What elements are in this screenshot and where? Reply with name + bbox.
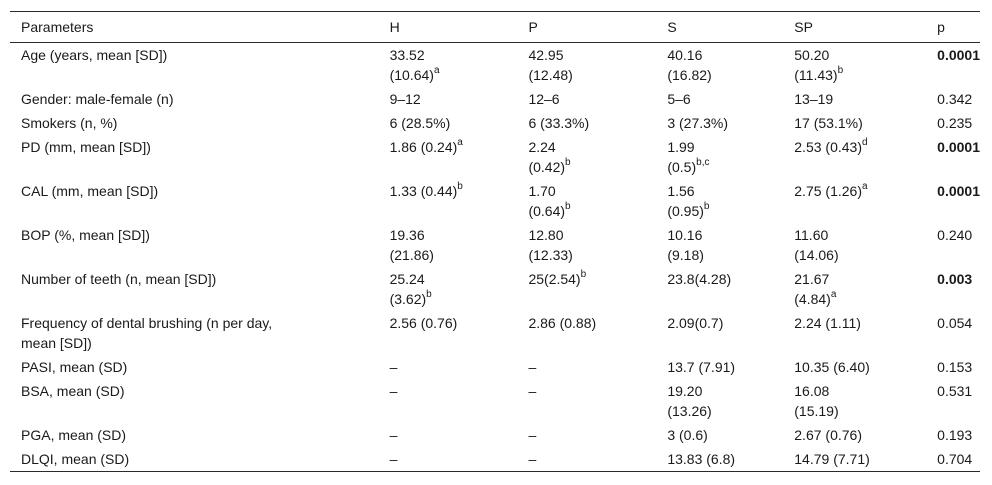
- value-cell: [656, 223, 783, 267]
- value-cell: [656, 447, 783, 472]
- value-cell: [379, 87, 518, 111]
- value-line-1: [528, 137, 656, 157]
- row-label-line: BSA, mean (SD): [21, 383, 125, 399]
- value-cell: [379, 379, 518, 423]
- value-cell: [783, 179, 926, 223]
- value-line-1: [794, 381, 926, 401]
- value-text: 12–6: [528, 91, 560, 107]
- value-text: 2.24: [528, 139, 556, 155]
- row-label-line: PASI, mean (SD): [21, 359, 128, 375]
- value-text: 9–12: [389, 91, 421, 107]
- value-text: (13.26): [667, 403, 712, 419]
- value-text: 50.20: [794, 47, 830, 63]
- value-cell: [656, 111, 783, 135]
- value-cell: [656, 135, 783, 179]
- value-line-1: [794, 225, 926, 245]
- value-text: 2.75 (1.26): [794, 183, 862, 199]
- value-cell: [379, 447, 518, 472]
- value-cell: [656, 43, 783, 88]
- value-line-1: [528, 269, 656, 289]
- value-cell: [379, 135, 518, 179]
- row-label: [10, 223, 379, 267]
- row-label: [10, 355, 379, 379]
- value-text: –: [389, 383, 398, 399]
- value-cell: [783, 43, 926, 88]
- significance-superscript: b: [426, 289, 432, 301]
- value-line-1: [667, 45, 783, 65]
- value-cell: [379, 311, 518, 355]
- value-cell: [517, 447, 656, 472]
- table-header-row: [10, 12, 980, 43]
- p-value-cell: 0.342: [937, 91, 973, 107]
- significance-superscript: b: [457, 181, 463, 193]
- value-text: (0.95): [667, 203, 704, 219]
- value-cell: [783, 355, 926, 379]
- value-line-1: [528, 45, 656, 65]
- row-label: [10, 447, 379, 472]
- value-text: 25.24: [389, 271, 425, 287]
- value-text: 3 (27.3%): [667, 115, 729, 131]
- table-row: [10, 87, 980, 111]
- value-text: 1.70: [528, 183, 556, 199]
- value-line-1: [528, 89, 656, 109]
- value-line-2: [794, 65, 926, 85]
- row-label: [10, 135, 379, 179]
- value-line-2: [794, 289, 926, 309]
- value-text: (0.64): [528, 203, 566, 219]
- significance-superscript: a: [457, 137, 463, 149]
- value-text: (14.06): [794, 247, 839, 263]
- value-text: 33.52: [389, 47, 425, 63]
- header-p-group: P: [528, 19, 538, 35]
- value-text: 2.86 (0.88): [528, 315, 597, 331]
- value-cell: [517, 423, 656, 447]
- value-text: (21.86): [389, 247, 434, 263]
- value-text: 25(2.54): [528, 271, 581, 287]
- value-text: (12.33): [528, 247, 573, 263]
- value-line-1: [390, 381, 518, 401]
- value-cell: [517, 267, 656, 311]
- value-line-1: [390, 89, 518, 109]
- row-label-line: BOP (%, mean [SD]): [21, 227, 150, 243]
- p-value-cell: 0.054: [937, 315, 973, 331]
- p-value-cell: 0.704: [937, 451, 973, 467]
- value-line-1: [667, 137, 783, 157]
- value-text: 19.20: [667, 383, 703, 399]
- row-label: [10, 423, 379, 447]
- value-text: –: [389, 451, 398, 467]
- value-line-1: [667, 225, 783, 245]
- value-text: (15.19): [794, 403, 839, 419]
- value-cell: [517, 43, 656, 88]
- header-s: S: [667, 19, 677, 35]
- p-value-cell: 0.0001: [937, 47, 980, 63]
- row-label-line: PD (mm, mean [SD]): [21, 139, 151, 155]
- value-text: (12.48): [528, 67, 573, 83]
- p-value-cell: 0.0001: [937, 183, 980, 199]
- value-text: –: [528, 451, 537, 467]
- value-line-1: [390, 113, 518, 133]
- value-text: 10.35 (6.40): [794, 359, 870, 375]
- value-line-1: [794, 313, 926, 333]
- value-cell: [783, 311, 926, 355]
- value-cell: [517, 179, 656, 223]
- p-value-cell: 0.0001: [937, 139, 980, 155]
- p-value-cell: 0.003: [937, 271, 973, 287]
- value-line-2: [667, 65, 783, 85]
- value-line-2: [390, 289, 518, 309]
- value-line-1: [528, 449, 656, 469]
- value-cell: [783, 223, 926, 267]
- value-line-1: [667, 357, 783, 377]
- value-text: 16.08: [794, 383, 830, 399]
- value-line-2: [794, 401, 926, 421]
- value-cell: [656, 311, 783, 355]
- table-row: [10, 135, 980, 179]
- value-line-1: [667, 269, 783, 289]
- significance-superscript: b: [565, 157, 571, 169]
- value-cell: [379, 423, 518, 447]
- value-line-1: [528, 181, 656, 201]
- value-text: 12.80: [528, 227, 564, 243]
- value-text: (4.84): [794, 291, 831, 307]
- value-line-1: [528, 425, 656, 445]
- value-text: 2.24 (1.11): [794, 315, 861, 331]
- value-cell: [656, 379, 783, 423]
- value-cell: [656, 179, 783, 223]
- value-text: 1.86 (0.24): [389, 139, 458, 155]
- value-text: (16.82): [667, 67, 712, 83]
- value-line-1: [667, 113, 783, 133]
- row-label-line: Smokers (n, %): [21, 115, 118, 131]
- significance-superscript: a: [861, 181, 868, 193]
- value-text: 6 (28.5%): [389, 115, 451, 131]
- row-label: [10, 379, 379, 423]
- value-text: (9.18): [667, 247, 704, 263]
- value-line-2: [667, 157, 783, 177]
- value-line-2: [390, 245, 518, 265]
- value-line-2: [390, 65, 518, 85]
- value-line-1: [667, 449, 783, 469]
- value-cell: [783, 267, 926, 311]
- value-cell: [517, 135, 656, 179]
- row-label-line: Gender: male-female (n): [21, 91, 174, 107]
- value-text: 13–19: [794, 91, 834, 107]
- significance-superscript: d: [861, 137, 868, 149]
- value-text: (11.43): [794, 67, 838, 83]
- p-value-cell: 0.531: [937, 383, 973, 399]
- value-line-1: [794, 449, 926, 469]
- table-row: [10, 111, 980, 135]
- value-text: –: [389, 427, 398, 443]
- row-label: [10, 87, 379, 111]
- value-line-1: [667, 313, 783, 333]
- table-row: [10, 447, 980, 472]
- row-label: [10, 311, 379, 355]
- significance-superscript: a: [830, 289, 837, 301]
- value-text: –: [528, 427, 537, 443]
- value-text: (0.42): [528, 159, 566, 175]
- value-line-1: [794, 357, 926, 377]
- table-row: [10, 355, 980, 379]
- value-cell: [656, 87, 783, 111]
- value-line-1: [794, 113, 926, 133]
- value-text: 19.36: [389, 227, 425, 243]
- value-text: 6 (33.3%): [528, 115, 590, 131]
- value-cell: [783, 447, 926, 472]
- value-text: (0.5): [667, 159, 697, 175]
- row-label-line: PGA, mean (SD): [21, 427, 127, 443]
- value-line-2: [667, 245, 783, 265]
- row-label: [10, 111, 379, 135]
- value-cell: [517, 87, 656, 111]
- value-line-1: [794, 45, 926, 65]
- header-h: H: [389, 19, 400, 35]
- value-text: 1.56: [667, 183, 695, 199]
- value-text: 2.09(0.7): [667, 315, 724, 331]
- row-label-line: Frequency of dental brushing (n per day,: [21, 315, 273, 331]
- value-line-1: [667, 381, 783, 401]
- table-row: [10, 223, 980, 267]
- value-text: 14.79 (7.71): [794, 451, 870, 467]
- p-value-cell: 0.235: [937, 115, 973, 131]
- value-cell: [379, 111, 518, 135]
- value-line-1: [794, 425, 926, 445]
- table-body: [10, 43, 980, 472]
- row-label: [10, 267, 379, 311]
- table-row: [10, 179, 980, 223]
- table-row: [10, 311, 980, 355]
- value-cell: [517, 379, 656, 423]
- value-line-1: [390, 181, 518, 201]
- value-cell: [517, 111, 656, 135]
- p-value-cell: 0.153: [937, 359, 973, 375]
- value-cell: [379, 43, 518, 88]
- p-value-cell: 0.240: [937, 227, 973, 243]
- row-label-line: DLQI, mean (SD): [21, 451, 130, 467]
- value-cell: [517, 311, 656, 355]
- value-line-1: [390, 269, 518, 289]
- value-text: 3 (0.6): [667, 427, 708, 443]
- value-line-1: [528, 381, 656, 401]
- value-line-1: [794, 181, 926, 201]
- value-line-2: [528, 245, 656, 265]
- table-row: [10, 423, 980, 447]
- value-cell: [783, 135, 926, 179]
- row-label: [10, 43, 379, 88]
- value-cell: [783, 379, 926, 423]
- parameters-table: [10, 11, 980, 472]
- significance-superscript: b: [580, 269, 587, 281]
- value-text: –: [528, 359, 537, 375]
- value-line-2: [528, 201, 656, 221]
- value-text: (10.64): [389, 67, 434, 83]
- value-text: 2.67 (0.76): [794, 427, 862, 443]
- value-cell: [656, 355, 783, 379]
- value-text: 13.7 (7.91): [667, 359, 736, 375]
- value-text: 2.53 (0.43): [794, 139, 862, 155]
- value-text: 2.56 (0.76): [389, 315, 458, 331]
- value-text: 1.99: [667, 139, 695, 155]
- header-sp: SP: [794, 19, 813, 35]
- value-text: 21.67: [794, 271, 830, 287]
- value-cell: [517, 355, 656, 379]
- value-cell: [656, 267, 783, 311]
- value-cell: [379, 355, 518, 379]
- row-label-line: CAL (mm, mean [SD]): [21, 183, 159, 199]
- value-cell: [517, 223, 656, 267]
- value-cell: [379, 267, 518, 311]
- value-line-1: [390, 449, 518, 469]
- value-line-1: [794, 89, 926, 109]
- significance-superscript: b: [703, 201, 710, 213]
- value-text: 10.16: [667, 227, 703, 243]
- value-line-1: [667, 425, 783, 445]
- value-text: –: [389, 359, 398, 375]
- value-text: 17 (53.1%): [794, 115, 863, 131]
- value-line-2: [528, 65, 656, 85]
- header-p-value: p: [937, 19, 945, 35]
- value-text: 13.83 (6.8): [667, 451, 736, 467]
- value-text: 5–6: [667, 91, 691, 107]
- header-parameters: Parameters: [21, 19, 94, 35]
- value-text: 11.60: [794, 227, 829, 243]
- value-cell: [379, 223, 518, 267]
- significance-superscript: a: [433, 65, 440, 77]
- row-label-line: Number of teeth (n, mean [SD]): [21, 271, 217, 287]
- value-line-2: [667, 401, 783, 421]
- value-cell: [783, 423, 926, 447]
- value-line-1: [390, 225, 518, 245]
- value-line-1: [528, 357, 656, 377]
- value-line-2: [528, 157, 656, 177]
- value-line-1: [528, 313, 656, 333]
- value-line-1: [390, 45, 518, 65]
- significance-superscript: b: [837, 65, 844, 77]
- value-line-1: [528, 225, 656, 245]
- value-line-1: [390, 313, 518, 333]
- value-text: 1.33 (0.44): [389, 183, 458, 199]
- value-cell: [656, 423, 783, 447]
- p-value-cell: 0.193: [937, 427, 973, 443]
- value-line-1: [390, 137, 518, 157]
- value-line-1: [667, 89, 783, 109]
- value-line-1: [667, 181, 783, 201]
- significance-superscript: b: [565, 201, 571, 213]
- value-line-1: [794, 269, 926, 289]
- value-cell: [783, 87, 926, 111]
- table-row: [10, 43, 980, 88]
- value-text: –: [528, 383, 537, 399]
- significance-superscript: b,c: [696, 157, 710, 169]
- value-text: 23.8(4.28): [667, 271, 732, 287]
- value-line-1: [528, 113, 656, 133]
- value-cell: [783, 111, 926, 135]
- value-cell: [379, 179, 518, 223]
- table-row: [10, 267, 980, 311]
- value-line-1: [390, 357, 518, 377]
- row-label: [10, 179, 379, 223]
- table-row: [10, 379, 980, 423]
- value-line-1: [794, 137, 926, 157]
- value-line-1: [390, 425, 518, 445]
- row-label-line: mean [SD]): [21, 335, 92, 351]
- value-text: 40.16: [667, 47, 703, 63]
- value-line-2: [794, 245, 926, 265]
- value-line-2: [667, 201, 783, 221]
- row-label-line: Age (years, mean [SD]): [21, 47, 168, 63]
- value-text: (3.62): [389, 291, 427, 307]
- value-text: 42.95: [528, 47, 564, 63]
